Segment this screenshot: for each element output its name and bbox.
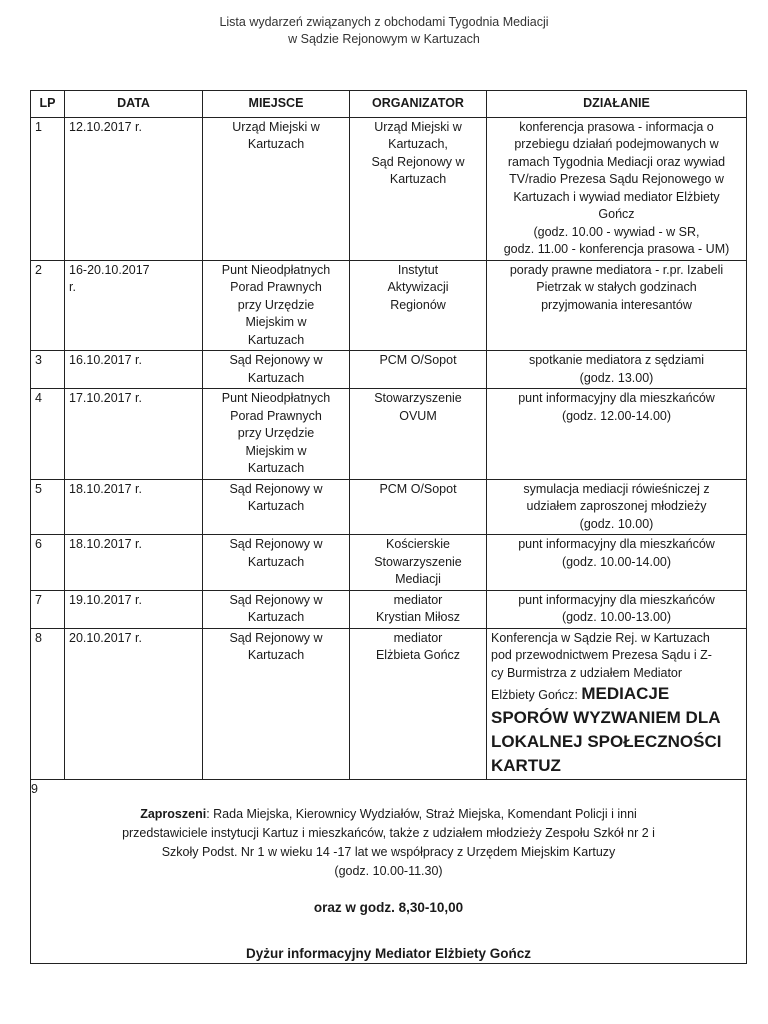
cell-date-line: 19.10.2017 r. <box>69 592 142 607</box>
cell-date-line: r. <box>69 280 76 294</box>
invite-line: Szkoły Podst. Nr 1 w wieku 14 -17 lat we współpracy z Urzędem Miejskim Kartuzy <box>161 845 616 859</box>
cell-organizer-line: Urząd Miejski w <box>374 119 462 134</box>
place-line: Kartuzach <box>247 648 305 662</box>
cell-place-line: Sąd Rejonowy w <box>229 353 323 367</box>
cell-place-line: Miejskim w <box>245 315 307 329</box>
cell-date <box>65 535 203 591</box>
cell-place <box>203 260 350 351</box>
table-row <box>31 389 747 480</box>
cell-date <box>65 590 203 628</box>
cell-lp: 5 <box>31 479 65 535</box>
invitation-text <box>35 805 742 881</box>
cell-organizer-line: Sąd Rejonowy w <box>371 154 465 169</box>
cell-action-line: punt informacyjny dla mieszkańców <box>518 537 715 551</box>
cell-action <box>487 628 747 780</box>
cell-date-line: 18.10.2017 r. <box>69 537 142 551</box>
invite-line: : Rada Miejska, Kierownicy Wydziałów, Straż Miejska, Komendant Policji i inni <box>206 807 637 821</box>
cell-action-line: porady prawne mediatora - r.pr. Izabeli <box>509 262 724 277</box>
cell-organizer-line: Mediacji <box>395 572 441 586</box>
action-highlight: LOKALNEJ SPOŁECZNOŚCI <box>491 732 722 751</box>
cell-action-line: (godz. 13.00) <box>579 370 654 385</box>
cell-action-line: symulacja mediacji rówieśniczej z <box>523 481 710 496</box>
cell-place <box>203 535 350 591</box>
cell-date-line: 12.10.2017 r. <box>69 119 142 134</box>
cell-place-line: Sąd Rejonowy w <box>229 481 323 496</box>
cell-organizer <box>350 351 487 389</box>
header-lp: LP <box>31 91 65 118</box>
cell-lp: 4 <box>31 389 65 480</box>
cell-organizer-line: Aktywizacji <box>387 280 449 294</box>
cell-place-line: Kartuzach <box>247 610 305 624</box>
cell-action-line: spotkanie mediatora z sędziami <box>528 353 705 367</box>
cell-place <box>203 117 350 260</box>
cell-action-line: udziałem zaproszonej młodzieży <box>526 499 707 513</box>
cell-action-line: Kartuzach i wywiad mediator Elżbiety <box>513 189 720 204</box>
header-data: DATA <box>65 91 203 118</box>
cell-lp: 2 <box>31 260 65 351</box>
cell-action-line: przyjmowania interesantów <box>541 297 692 312</box>
cell-place-line: Sąd Rejonowy w <box>229 537 323 551</box>
table-row-8 <box>31 628 747 780</box>
cell-action <box>487 590 747 628</box>
cell-date-line: 16-20.10.2017 <box>69 262 150 277</box>
cell-organizer <box>350 479 487 535</box>
action-highlight: SPORÓW WYZWANIEM DLA <box>491 708 721 727</box>
cell-place-line: Miejskim w <box>245 443 307 458</box>
invite-line: (godz. 10.00-11.30) <box>334 864 443 878</box>
cell-organizer <box>350 590 487 628</box>
cell-date-line: 17.10.2017 r. <box>69 391 142 405</box>
cell-date <box>65 117 203 260</box>
cell-place-line: przy Urzędzie <box>237 297 315 312</box>
cell-place <box>203 389 350 480</box>
table-row-9 <box>31 780 747 964</box>
cell-place-line: Punt Nieodpłatnych <box>221 262 331 277</box>
table-row <box>31 351 747 389</box>
cell-date <box>65 628 203 780</box>
table-row <box>31 590 747 628</box>
hours-text: oraz w godz. 8,30-10,00 <box>313 900 464 915</box>
cell-action-line: TV/radio Prezesa Sądu Rejonowego w <box>509 172 724 186</box>
cell-place-line: Kartuzach <box>247 137 305 151</box>
cell-action-line: (godz. 10.00-14.00) <box>561 554 672 569</box>
cell-organizer <box>350 117 487 260</box>
cell-organizer-line: Stowarzyszenie <box>374 391 462 405</box>
cell-place-line: Urząd Miejski w <box>232 119 320 134</box>
cell-place <box>203 479 350 535</box>
action-lead: Elżbiety Gończ: <box>491 688 582 702</box>
cell-action <box>487 260 747 351</box>
cell-place-line: Kartuzach <box>247 332 305 347</box>
cell-action-line: (godz. 12.00-14.00) <box>561 408 672 423</box>
cell-date <box>65 351 203 389</box>
place-line: Sąd Rejonowy w <box>229 630 323 645</box>
cell-action-line: punt informacyjny dla mieszkańców <box>518 592 715 607</box>
cell-organizer <box>350 260 487 351</box>
cell-place-line: Porad Prawnych <box>230 408 322 423</box>
cell-organizer-line: Stowarzyszenie <box>374 554 462 569</box>
title-line-2: w Sądzie Rejonowym w Kartuzach <box>288 32 480 46</box>
events-table <box>30 90 747 964</box>
cell-date <box>65 479 203 535</box>
title-line-1: Lista wydarzeń związanych z obchodami Tygodnia Mediacji <box>219 15 549 29</box>
cell-place-line: Kartuzach <box>247 554 305 569</box>
cell-place <box>203 628 350 780</box>
cell-organizer-line: mediator <box>393 592 443 607</box>
cell-action <box>487 479 747 535</box>
table-body <box>31 117 747 964</box>
cell-action-line: punt informacyjny dla mieszkańców <box>518 391 715 405</box>
cell-invitation <box>31 780 747 964</box>
cell-organizer-line: Kartuzach <box>389 172 447 186</box>
cell-action-line: Pietrzak w stałych godzinach <box>536 280 697 294</box>
cell-organizer-line: Regionów <box>390 297 446 312</box>
cell-action-line: (godz. 10.00 - wywiad - w SR, <box>533 224 700 239</box>
cell-organizer-line: Krystian Miłosz <box>375 610 461 624</box>
cell-place-line: Kartuzach <box>247 370 305 385</box>
action-line: Konferencja w Sądzie Rej. w Kartuzach <box>491 630 710 645</box>
cell-lp: 6 <box>31 535 65 591</box>
action-line: cy Burmistrza z udziałem Mediator <box>491 665 683 680</box>
table-header-row <box>31 91 747 118</box>
cell-organizer-line: Instytut <box>397 262 439 277</box>
cell-place-line: Kartuzach <box>247 461 305 475</box>
cell-lp: 9 <box>31 782 38 796</box>
cell-place <box>203 590 350 628</box>
cell-place <box>203 351 350 389</box>
cell-organizer <box>350 628 487 780</box>
cell-action-line: Gończ <box>598 207 635 221</box>
cell-lp: 1 <box>31 117 65 260</box>
invite-line: przedstawiciele instytucji Kartuz i mieszkańców, także z udziałem młodzieży Zespołu Szkół nr 2 i <box>122 826 655 840</box>
cell-action <box>487 351 747 389</box>
cell-organizer-line: Kartuzach, <box>388 137 448 151</box>
cell-organizer-line: PCM O/Sopot <box>379 353 457 367</box>
cell-action-line: ramach Tygodnia Mediacji oraz wywiad <box>507 154 726 169</box>
cell-action <box>487 535 747 591</box>
cell-date-text: 20.10.2017 r. <box>69 630 142 645</box>
cell-date-line: 16.10.2017 r. <box>69 353 142 367</box>
action-highlight: KARTUZ <box>491 756 561 775</box>
table-row <box>31 117 747 260</box>
cell-place-line: Porad Prawnych <box>230 280 322 294</box>
cell-action <box>487 389 747 480</box>
organizer-line: mediator <box>393 630 443 645</box>
cell-organizer-line: PCM O/Sopot <box>379 481 457 496</box>
cell-place-line: przy Urzędzie <box>237 426 315 440</box>
document-title <box>0 14 768 48</box>
cell-date <box>65 389 203 480</box>
action-highlight: MEDIACJE <box>581 684 670 703</box>
table-row <box>31 479 747 535</box>
header-dzialanie: DZIAŁANIE <box>487 91 747 118</box>
cell-organizer-line: OVUM <box>399 408 437 423</box>
duty-text: Dyżur informacyjny Mediator Elżbiety Gończ <box>245 945 532 961</box>
cell-organizer <box>350 389 487 480</box>
cell-action-line: konferencja prasowa - informacja o <box>519 119 714 134</box>
cell-lp: 8 <box>31 628 65 780</box>
cell-organizer <box>350 535 487 591</box>
cell-place-line: Sąd Rejonowy w <box>229 592 323 607</box>
cell-place-line: Punt Nieodpłatnych <box>221 391 331 405</box>
cell-lp: 3 <box>31 351 65 389</box>
cell-action-line: (godz. 10.00-13.00) <box>561 610 672 624</box>
organizer-line: Elżbieta Gończ <box>375 648 461 662</box>
cell-place-line: Kartuzach <box>247 499 305 513</box>
invite-label: Zaproszeni <box>140 807 207 821</box>
header-organizator: ORGANIZATOR <box>350 91 487 118</box>
header-miejsce: MIEJSCE <box>203 91 350 118</box>
cell-action-line: przebiegu działań podejmowanych w <box>514 137 719 151</box>
cell-action-line: (godz. 10.00) <box>579 516 654 531</box>
cell-organizer-line: Kościerskie <box>386 537 450 551</box>
action-line: pod przewodnictwem Prezesa Sądu i Z- <box>491 648 712 662</box>
cell-date <box>65 260 203 351</box>
cell-action <box>487 117 747 260</box>
table-row <box>31 535 747 591</box>
cell-lp: 7 <box>31 590 65 628</box>
cell-date-line: 18.10.2017 r. <box>69 481 142 496</box>
cell-action-line: godz. 11.00 - konferencja prasowa - UM) <box>503 242 730 256</box>
table-row <box>31 260 747 351</box>
